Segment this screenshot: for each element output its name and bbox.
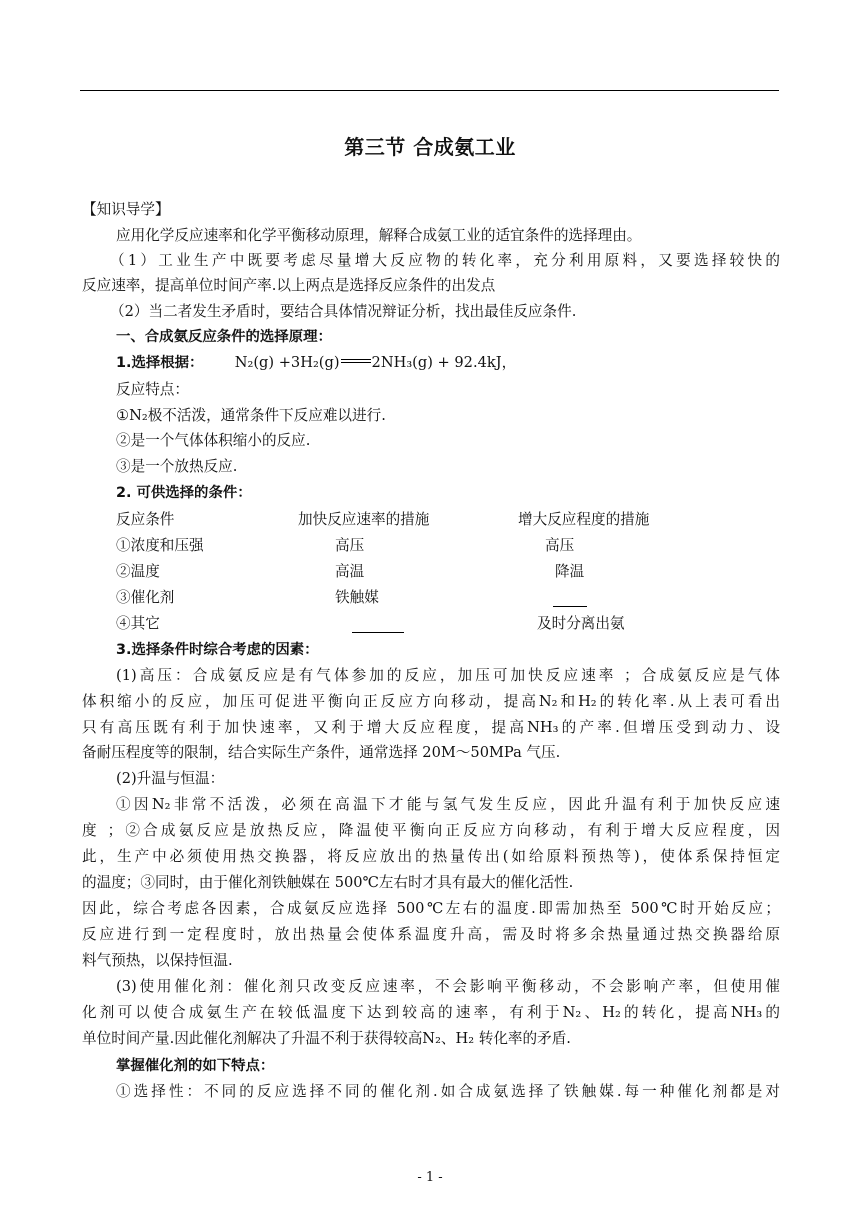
- intro-paragraph-1: 应用化学反应速率和化学平衡移动原理，解释合成氨工业的适宜条件的选择理由。: [116, 227, 642, 244]
- feature-item: ②是一个气体体积缩小的反应.: [116, 432, 311, 449]
- table-header-condition: 反应条件: [116, 511, 175, 528]
- table-cell-condition: ④其它: [116, 615, 160, 632]
- table-header-extent: 增大反应程度的措施: [518, 511, 650, 528]
- table-cell-extent: 及时分离出氨: [537, 615, 625, 632]
- table-cell-condition: ②温度: [116, 563, 160, 580]
- equilibrium-sign-icon: [341, 359, 371, 363]
- temperature-line: 料气预热，以保持恒温.: [82, 952, 233, 969]
- catalyst-line: 单位时间产量.因此催化剂解决了升温不利于获得较高N₂、H₂ 转化率的矛盾.: [82, 1030, 571, 1047]
- intro-paragraph-2a: （1）工业生产中既要考虑尽量增大反应物的转化率，充分利用原料，又要选择较快的: [110, 252, 780, 269]
- catalyst-feature-line: ①选择性：不同的反应选择不同的催化剂.如合成氨选择了铁触媒.每一种催化剂都是对: [116, 1083, 780, 1100]
- equation-rhs: 2NH₃(g) + 92.4kJ，: [371, 354, 517, 371]
- heading-available-conditions: 2. 可供选择的条件：: [116, 485, 252, 501]
- selection-basis-line: [116, 353, 816, 373]
- temperature-line: 因此，综合考虑各因素，合成氨反应选择 500℃左右的温度.即需加热至 500℃时开始反应；: [82, 900, 780, 917]
- heading-factors: 3.选择条件时综合考虑的因素：: [116, 642, 319, 658]
- temperature-line: 的温度；③同时，由于催化剂铁触媒在 500℃左右时才具有最大的催化活性.: [82, 874, 574, 891]
- catalyst-line: 化剂可以使合成氨生产在较低温度下达到较高的速率，有利于N₂、H₂的转化，提高NH₃的: [82, 1004, 780, 1021]
- page-number: - 1 -: [417, 1170, 443, 1185]
- temperature-line: 反应进行到一定程度时，放出热量会使体系温度升高，需及时将多余热量通过热交换器给原: [82, 926, 780, 943]
- table-cell-rate: 铁触媒: [335, 589, 379, 606]
- pressure-line: 体积缩小的反应，加压可促进平衡向正反应方向移动，提高N₂和H₂的转化率.从上表可看出: [82, 693, 780, 710]
- feature-item: ①N₂极不活泼，通常条件下反应难以进行.: [116, 407, 386, 424]
- pressure-line: (1)高压：合成氨反应是有气体参加的反应，加压可加快反应速率 ；合成氨反应是气体: [116, 667, 780, 684]
- heading-catalyst-features: 掌握催化剂的如下特点：: [116, 1058, 275, 1074]
- table-cell-blank: [352, 632, 404, 633]
- feature-item: ③是一个放热反应.: [116, 458, 238, 475]
- table-cell-rate: 高温: [335, 563, 365, 580]
- intro-paragraph-2b: 反应速率，提高单位时间产率.以上两点是选择反应条件的出发点: [82, 277, 496, 294]
- temperature-line: ①因N₂非常不活泼，必须在高温下才能与氢气发生反应，因此升温有利于加快反应速: [116, 796, 780, 813]
- table-cell-extent: 降温: [555, 563, 585, 580]
- heading-selection-principle: 一、合成氨反应条件的选择原理：: [116, 329, 332, 345]
- table-cell-rate: 高压: [335, 537, 365, 554]
- page-title: 第三节 合成氨工业: [344, 135, 516, 159]
- intro-paragraph-3: （2）当二者发生矛盾时，要结合具体情况辩证分析，找出最佳反应条件.: [110, 303, 577, 320]
- selection-basis-label: 1.选择根据：: [116, 355, 204, 371]
- table-header-rate: 加快反应速率的措施: [298, 511, 430, 528]
- temperature-title: (2)升温与恒温：: [116, 770, 225, 787]
- table-cell-blank: [553, 606, 587, 607]
- temperature-line: 此，生产中必须使用热交换器，将反应放出的热量传出(如给原料预热等)，使体系保持恒定: [82, 848, 780, 865]
- table-cell-condition: ③催化剂: [116, 589, 175, 606]
- pressure-line: 只有高压既有利于加快速率，又利于增大反应程度，提高NH₃的产率.但增压受到动力、设: [82, 719, 780, 736]
- header-rule: [80, 90, 779, 91]
- table-cell-condition: ①浓度和压强: [116, 537, 204, 554]
- features-label: 反应特点：: [116, 381, 189, 398]
- pressure-line: 备耐压程度等的限制，结合实际生产条件，通常选择 20M～50MPa 气压.: [82, 744, 561, 761]
- temperature-line: 度 ；②合成氨反应是放热反应，降温使平衡向正反应方向移动，有利于增大反应程度，因: [82, 822, 780, 839]
- catalyst-line: (3)使用催化剂：催化剂只改变反应速率，不会影响平衡移动，不会影响产率，但使用催: [116, 978, 780, 995]
- table-cell-extent: 高压: [545, 537, 575, 554]
- equation-lhs: N₂(g) +3H₂(g): [234, 354, 340, 371]
- section-tag: 【知识导学】: [82, 201, 170, 218]
